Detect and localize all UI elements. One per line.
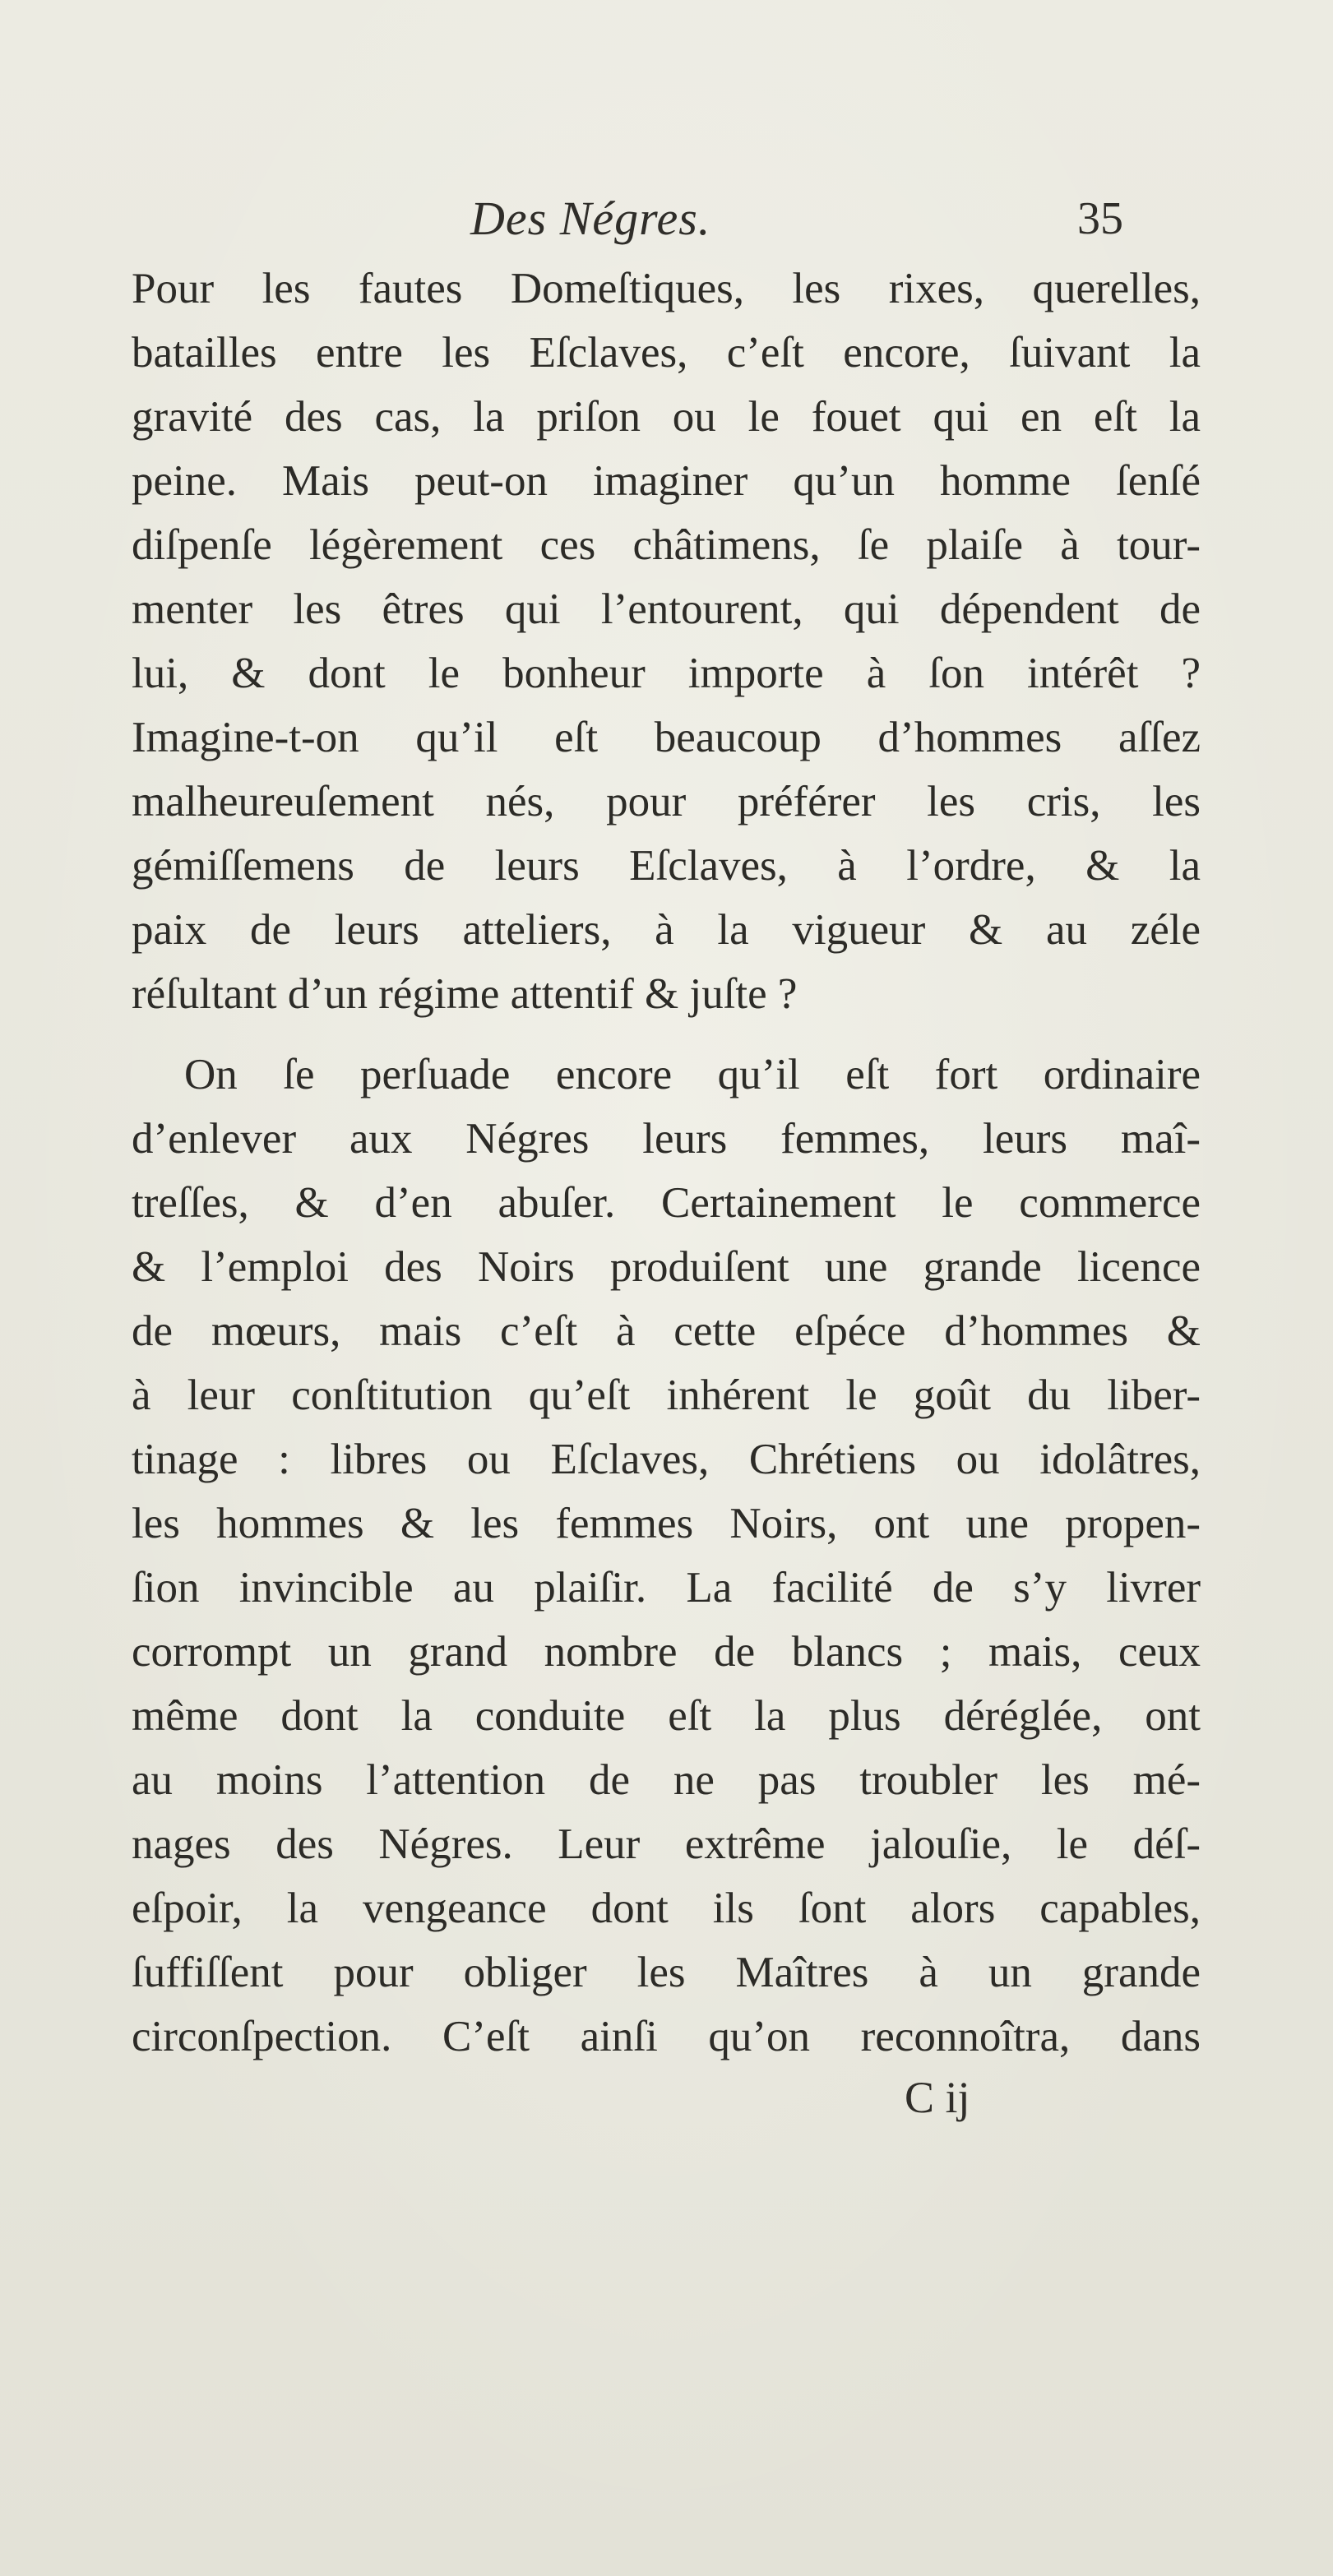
text-line: lui, & dont le bonheur importe à ſon intérêt ? (132, 650, 1201, 697)
text-line: Pour les fautes Domeſtiques, les rixes, querelles, (132, 265, 1201, 312)
text-line: ſion invincible au plaiſir. La facilité de s’y livrer (132, 1564, 1201, 1612)
running-head (0, 191, 1333, 257)
text-line: On ſe perſuade encore qu’il eſt fort ordinaire (184, 1051, 1201, 1098)
text-line: gémiſſemens de leurs Eſclaves, à l’ordre, & la (132, 842, 1201, 890)
text-line: d’enlever aux Négres leurs femmes, leurs maî- (132, 1115, 1201, 1163)
text-line: réſultant d’un régime attentif & juſte ? (132, 970, 798, 1018)
text-line: corrompt un grand nombre de blancs ; mais, ceux (132, 1628, 1201, 1676)
text-line: Imagine-t-on qu’il eſt beaucoup d’hommes aſſez (132, 714, 1201, 761)
signature-mark: C ij (905, 2073, 970, 2122)
text-line: batailles entre les Eſclaves, c’eſt encore, ſuivant la (132, 329, 1201, 377)
text-line: gravité des cas, la priſon ou le fouet qui en eſt la (132, 393, 1201, 441)
text-line: menter les êtres qui l’entourent, qui dépendent de (132, 585, 1201, 633)
text-line: diſpenſe légèrement ces châtimens, ſe plaiſe à tour- (132, 521, 1201, 569)
text-line: & l’emploi des Noirs produiſent une grande licence (132, 1243, 1201, 1291)
text-line: paix de leurs atteliers, à la vigueur & au zéle (132, 906, 1201, 954)
text-line: treſſes, & d’en abuſer. Certainement le commerce (132, 1179, 1201, 1227)
text-line: nages des Négres. Leur extrême jalouſie, le déſ- (132, 1820, 1201, 1868)
text-line: les hommes & les femmes Noirs, ont une propen- (132, 1500, 1201, 1547)
text-line: peine. Mais peut-on imaginer qu’un homme ſenſé (132, 457, 1201, 505)
page-number: 35 (1077, 193, 1123, 244)
text-line: de mœurs, mais c’eſt à cette eſpéce d’hommes & (132, 1307, 1201, 1355)
text-line: ſuffiſſent pour obliger les Maîtres à un grande (132, 1949, 1201, 1996)
text-line: circonſpection. C’eſt ainſi qu’on reconnoîtra, dans (132, 2013, 1201, 2060)
text-line: eſpoir, la vengeance dont ils ſont alors capables, (132, 1885, 1201, 1932)
text-line: à leur conſtitution qu’eſt inhérent le goût du liber- (132, 1371, 1201, 1419)
text-line: même dont la conduite eſt la plus déréglée, ont (132, 1692, 1201, 1740)
running-title: Des Négres. (470, 192, 711, 245)
text-line: tinage : libres ou Eſclaves, Chrétiens ou idolâtres, (132, 1436, 1201, 1483)
text-line: malheureuſement nés, pour préférer les cris, les (132, 778, 1201, 826)
text-line: au moins l’attention de ne pas troubler les mé- (132, 1756, 1201, 1804)
